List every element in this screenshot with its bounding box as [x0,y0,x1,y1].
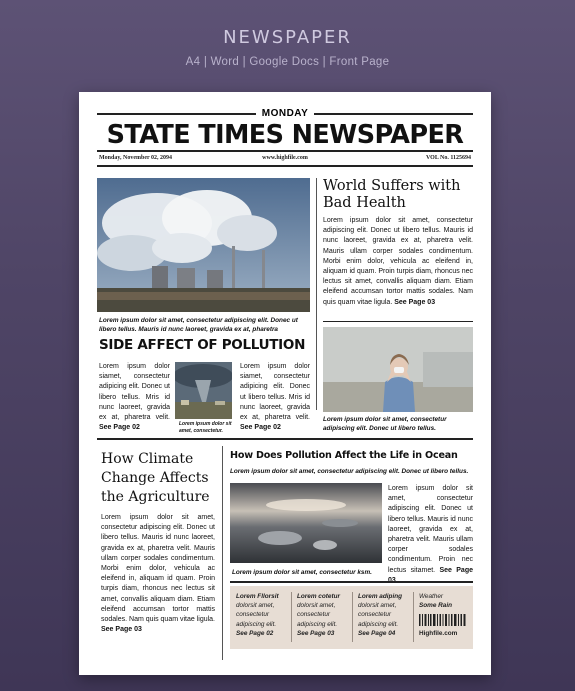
ocean-rule [230,581,473,583]
issue-date: Monday, November 02, 2094 [99,155,173,161]
column-divider-lower [222,446,223,660]
world-body: Lorem ipsum dolor sit amet, consectetur adipiscing elit. Donec ut libero tellus. Mauris id nunc laoreet, gravida ex at, pharetra velit. Mauris ullam corper sodales condimentum. Morbi enim dolor, vehicula ac eleifend in, aliquam id quam. Proin turpis diam, rhoncus nec lectus sit amet, convallis aliquam diam. Etiam eleifend accumsan tortor mattis sodales. Nam quis quam vitae ligula. See Page 03 [323,217,473,306]
tornado-image [175,362,232,419]
woman-mask-image [323,327,473,412]
teaser-1: Lorem Fllorsit dolorsit amet, consectetur adipiscing elit. See Page 02 [236,593,279,637]
teaser-2: Lorem cotetur dolorsit amet, consectetur adipiscing elit. See Page 03 [297,593,340,637]
page-header-title: NEWSPAPER [223,27,352,48]
day-label: MONDAY [79,108,491,119]
pollution-left-body: Lorem ipsum dolor siamet, consectetur adipicing elit. Donec ut libero tellus. Mris id nunc laoreet, gravida ex at, pharetra velit. See Page 02 [99,363,170,432]
footer-site: Highfile.com [419,630,458,637]
volume-number: VOL No. 1125694 [425,155,471,161]
pollution-right-body: Lorem ipsum dolor siamet, consectetur adipicing elit. Donec ut libero tellus. Mris id nunc laoreet, gravida ex at, pharetra velit. See Page 02 [240,363,310,432]
weather-box: Weather Some Rain [419,593,453,610]
world-image-caption: Lorem ipsum dolor sit amet, consectetur adipiscing elit. Donec ut libero tellus. [323,416,447,432]
tornado-caption: Lorem ipsum dolor sit amet, consectetur. [179,421,232,434]
world-headline: World Suffers with Bad Health [323,178,461,211]
world-rule [323,321,473,322]
ocean-subhead: Lorem ipsum dolor sit amet, consectetur adipiscing elit. Donec ut libero tellus. [230,468,469,475]
newspaper-page [79,92,491,675]
lead-image-caption: Lorem ipsum dolor sit amet, consectetur adipiscing elit. Donec ut libero tellus. Mauris id nunc laoreet, gravida ex at, pharetra [99,317,298,333]
pollution-headline: SIDE AFFECT OF POLLUTION [99,337,306,353]
climate-body: Lorem ipsum dolor sit amet, consectetur adipiscing elit. Donec ut libero tellus. Mauris id nunc laoreet, gravida ex at, pharetra velit. Mauris ullam corper sodales condimentum. Morbi enim dolor, vehicula ac eleifend in, aliquam id quam. Proin turpis diam, rhoncus nec lectus sit amet, convallis aliquam diam. Etiam eleifend accumsan tortor mattis sodales. Nam quis quam vitae ligula. See Page 03 [101,514,216,634]
footer-teasers [230,586,473,649]
ocean-headline: How Does Pollution Affect the Life in Ocean [230,450,458,461]
ocean-body: Lorem ipsum dolor sit amet, consectetur adipiscing elit. Donec ut libero tellus. Mauris id nunc laoreet, gravida ex at, pharetra velit. Mauris ullam corper sodales condimentum. Proin nec lectus sitamet. See Page [388,485,473,574]
barcode-icon [419,613,467,625]
ocean-beach-image [230,483,382,563]
section-rule [97,438,473,440]
teaser-3: Lorem adiping dolorsit amet, consectetur adipiscing elit. See Page 04 [358,593,403,637]
teaser-divider [413,592,414,642]
climate-headline: How Climate Change Affects the Agriculture [101,451,210,505]
teaser-divider [291,592,292,642]
masthead-title: STATE TIMES NEWSPAPER [106,120,464,150]
page-header-subtitle: A4 | Word | Google Docs | Front Page [185,56,390,68]
masthead-rule [97,150,473,152]
column-divider [316,178,317,410]
website-label: www.highfile.com [262,155,308,161]
ocean-image-caption: Lorem ipsum dolor sit amet, consectetur ksm. [232,569,372,576]
teaser-divider [352,592,353,642]
power-plant-image [97,178,310,312]
info-rule [97,165,473,167]
